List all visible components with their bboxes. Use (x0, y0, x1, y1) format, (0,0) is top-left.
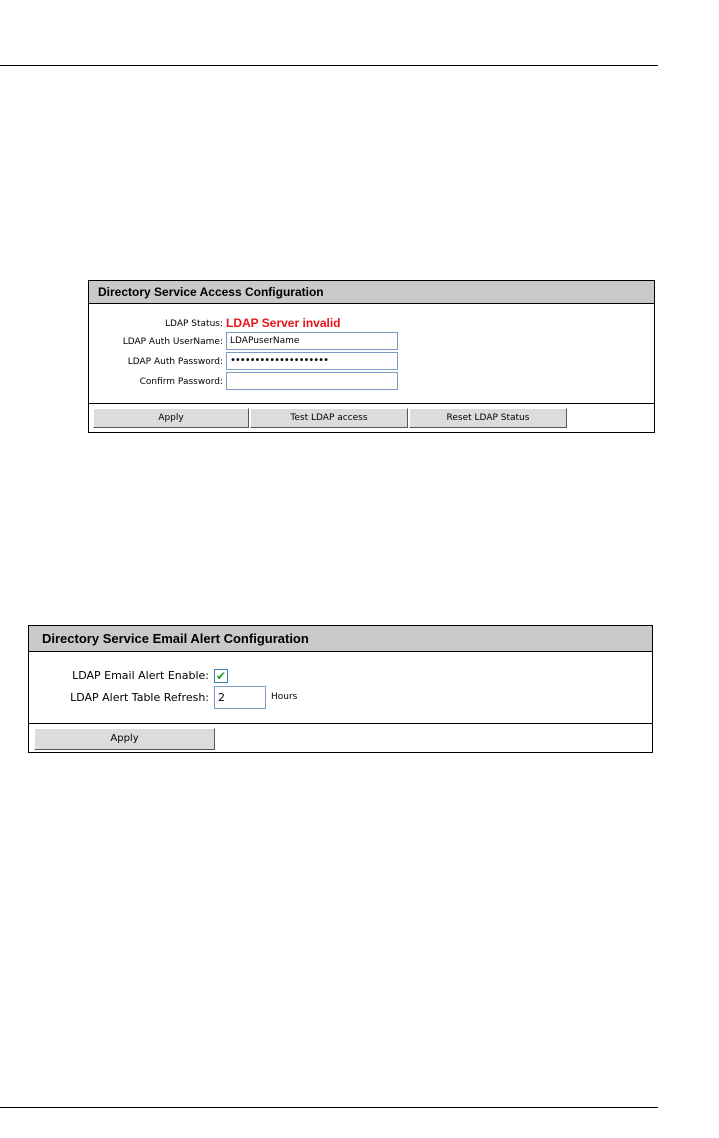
auth-username-input[interactable]: LDAPuserName (226, 332, 398, 350)
test-ldap-access-button[interactable]: Test LDAP access (250, 408, 408, 428)
auth-password-input[interactable]: •••••••••••••••••••• (226, 352, 398, 370)
top-rule (0, 65, 658, 66)
panel-divider (89, 403, 654, 404)
auth-password-label: LDAP Auth Password: (127, 357, 223, 367)
apply-button[interactable]: Apply (34, 728, 215, 750)
email-alert-panel (28, 625, 653, 753)
auth-username-label: LDAP Auth UserName: (122, 337, 223, 347)
refresh-unit-label: Hours (271, 692, 298, 702)
reset-ldap-status-button[interactable]: Reset LDAP Status (409, 408, 567, 428)
panel-title: Directory Service Access Configuration (89, 281, 654, 304)
alert-table-refresh-label: LDAP Alert Table Refresh: (70, 691, 209, 704)
directory-access-panel (88, 280, 655, 433)
ldap-status-value: LDAP Server invalid (226, 316, 341, 330)
ldap-status-label: LDAP Status: (165, 319, 223, 329)
bottom-rule (0, 1107, 658, 1108)
apply-button[interactable]: Apply (93, 408, 249, 428)
panel-title: Directory Service Email Alert Configuration (29, 626, 652, 652)
panel-divider (29, 723, 652, 724)
email-alert-enable-label: LDAP Email Alert Enable: (72, 669, 209, 682)
alert-table-refresh-input[interactable]: 2 (214, 686, 266, 709)
confirm-password-input[interactable] (226, 372, 398, 390)
email-alert-enable-checkbox[interactable]: ✔ (215, 669, 227, 683)
confirm-password-label: Confirm Password: (139, 377, 223, 387)
